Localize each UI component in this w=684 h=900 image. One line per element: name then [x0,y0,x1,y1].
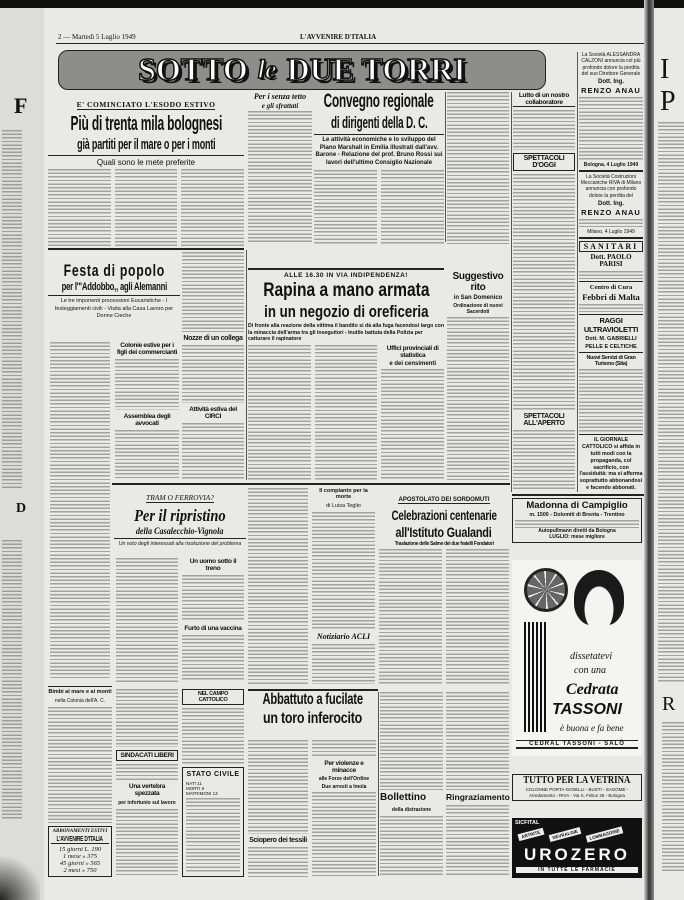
ad-sub: m. 1500 - Dolomiti di Brenta - Trentino [529,511,625,518]
box-title: STATO CIVILE [186,771,240,778]
headline: Festa di popolo [63,261,165,280]
notice-name: RENZO ANAU [581,86,641,95]
right-page-letter: P [660,86,676,117]
headline-sub: e dei censimenti [389,361,437,368]
deck: Due arresti a Imola [321,784,367,790]
headline-sub: e gli sfrattati [261,102,299,110]
headline-sub: nella Colonia dell'A. C. [54,698,106,704]
banner-word: DUE TORRI [286,51,466,88]
ad-slogan: dissetatevi [570,651,613,663]
headline: Nozze di un collega [183,335,243,342]
left-page-letter: D [16,501,27,516]
right-page-letter: I [660,54,670,85]
deck: Quali sono le mete preferite [96,157,196,167]
article-bollettino [380,692,443,877]
ad-title: RAGGI ULTRAVIOLETTI [583,316,639,334]
price-row: 1 mese » 375 [62,853,98,860]
headline: Per il ripristino [134,506,226,525]
ad-footer: IN TUTTE LE FARMACIE [516,867,638,873]
ad-maker: SICFITAL [515,820,540,826]
headline-sub: della Casalecchio-Vignola [136,525,224,536]
right-page-letter: R [662,693,676,715]
article-convegno [314,92,444,244]
stat-row: MATRIMONI 13 [186,791,218,796]
ad-text: COLONNE PORTA-GIOIELLI - BUSTI - SAGOME - Arredamento - RIVA - Via S. Felice 26 - Bologna [525,787,629,798]
ads-column [512,498,642,878]
notice-giornale: IL GIORNALE CATTOLICO si affida in tutti modi con la propaganda, col sacrificio, con l'assiduità: ma si afferma soprattutto abbonandosi e facendo abbonati. [579,437,643,492]
left-page-text [2,130,22,490]
article-festa [48,262,180,338]
article-senza-tetto [248,92,312,244]
page-date: 2 — Martedì 5 Luglio 1949 [58,33,136,41]
column-notices [579,52,643,492]
headline: Bollettino [380,792,427,803]
sindacati-header: SINDACATI LIBERI [116,750,178,761]
left-page-letter: F [14,93,28,118]
section-banner [58,50,546,90]
article-rapina [248,272,444,480]
ad-brand: Cedrata [566,681,619,699]
headline: Rapina a mano armata [262,280,430,301]
kicker: E' COMINCIATO L'ESODO ESTIVO [76,100,216,109]
sanitari-header: SANITARI [579,241,643,252]
ad-servizi: Nuovi Servizi di Gran Turismo (Sita) [586,354,636,367]
article-ringraziamento: Ringraziamento [446,792,510,802]
article-ringraziamento-col [446,692,509,877]
ad-title: Centro di Cura [589,284,633,292]
notice-name: RENZO ANAU [581,207,641,217]
scan-shadow [0,850,40,900]
article-rito [447,272,509,480]
article-violenze [312,740,376,877]
notice-calzoni-text: La Società ALESSANDRA CALZONI annuncia col più profondo dolore la perdita del suo Direttore Generale [581,52,641,77]
box-paper: L'AVVENIRE D'ITALIA [56,834,104,843]
abbonamenti-box [48,826,112,877]
notice-title: Dott. Ing. [598,79,624,85]
ad-month: LUGLIO: mese migliore [549,533,605,540]
ad-title: TUTTO PER LA VETRINA [523,774,631,786]
doctor-parisi: Dott. PAOLO PARISI [590,252,632,269]
deck: Un voto degli interessati alla risoluzione del problema [118,541,242,548]
headline: Suggestivo rito [452,271,504,293]
ad-brand: TASSONI [552,701,622,719]
article-toro [248,692,378,736]
headline-sub: di Luisa Teglio [326,503,361,509]
headline: Più di trenta mila bolognesi [70,113,222,135]
deck: Le attività economiche e lo sviluppo del Piano Marshall in Emilia illustrati dall'avv. Barone - Relazione del prof. Bruno Rossi sui lavori dell'ultimo Consiglio Nazionale [315,136,443,167]
headline: Un uomo sotto il treno [189,558,237,572]
column-spettacoli [513,92,575,490]
banner-word: le [257,55,277,85]
price-row: 45 giorni » 565 [59,860,101,867]
headline: Per i senza tetto [253,92,307,101]
headline: Bimbi al mare e ai monti [48,689,112,695]
spettacoli-oggi-header: SPETTACOLI D'OGGI [513,153,575,171]
ad-footer: CEDRAL TASSONI - SALÒ [516,740,638,749]
ad-urozero [512,818,642,878]
headline-sub: di dirigenti della D. C. [330,112,428,132]
ad-title: Febbri di Malta [582,292,640,303]
scan-top-edge [0,0,684,8]
headline: Sciopero dei tessili [249,837,307,844]
right-page-text [658,122,684,682]
deck: Le tre imponenti processioni Eucaristiche - I festeggiamenti civili - Visita alla Casa Lavoro per Donne Cieche [54,298,174,319]
deck: Ordinazione di nuovi Sacerdoti [453,303,503,315]
ad-doctor: Dott. M. GABRIELLI [585,335,637,342]
ad-tag: LOMBAGGINE [585,826,623,842]
box-title: ABBONAMENTI ESTIVI [52,829,108,834]
headline-sub: in San Domenico [453,295,503,301]
stat-row: MORTI 9 [186,786,205,791]
stat-row: NATI 11 [186,781,202,786]
stato-civile-box [182,767,244,877]
headline-sub: per infortunio sul lavoro [118,800,176,806]
kicker: ALLE 16.30 IN VIA INDIPENDENZA! [284,272,408,279]
notice-date: Milano, 4 Luglio 1949 [587,228,635,235]
ad-slogan: è buona e fa bene [560,723,624,734]
article-esodo [48,94,244,246]
headline: Assemblea degli avvocati [123,412,171,427]
woman-illustration [574,570,624,626]
ad-tassoni [512,560,642,756]
headline-sub: già partiti per il mare o per i monti [76,136,216,153]
headline: Abbattuto a fucilate [262,691,364,708]
headline-sub: in un negozio di oreficeria [263,301,429,321]
headline-sub: all'Istituto Gualandi [396,523,492,540]
headline-sub: alle Forze dell'Ordine [318,776,370,782]
headline: Notiziario ACLI [316,632,371,641]
headline-sub: un toro inferocito [263,709,363,727]
notice-riva-text: La Società Costruzioni Meccaniche RIVA di Milano annuncia con profondo dolore la perdita del [580,173,642,199]
spettacoli-aperto-header: SPETTACOLI ALL'APERTO [523,413,565,427]
ad-brand: UROZERO [524,845,630,864]
headline: Furto di una vaccina [184,625,242,632]
page-fold [644,0,654,900]
right-page-text [662,722,684,872]
headline: Attività estiva del CIRCI [189,405,237,420]
banner-word: SOTTO [138,51,248,88]
article-tram [114,487,246,553]
ad-sub: PELLE E CELTICHE [585,343,637,350]
notice-date: Bologna, 4 Luglio 1949 [583,161,639,168]
headline: Celebrazioni centenarie [391,507,497,523]
headline: Il compianto per la morte [319,488,368,500]
stripes-decoration [524,622,546,732]
ad-campiglio [512,498,642,543]
notice-title: Dott. Ing. [598,200,624,207]
price-row: 2 mesi » 750 [63,867,97,874]
deck: Traslazione delle Salme dei due fratelli Fondatori [394,541,494,548]
lemon-icon [524,568,568,612]
headline: Colonie estive per i figli dei commercianti [116,342,178,356]
headline-sub: della distrazione [391,806,432,813]
headline: Per violenze e minacce [324,760,364,774]
headline-sub: per l'"Addobbo,, agli Alemanni [61,280,167,293]
kicker: APOSTOLATO DEI SORDOMUTI [398,497,490,503]
paper-name: L'AVVENIRE D'ITALIA [300,33,377,41]
campo-cattolico-header: NEL CAMPO CATTOLICO [182,689,244,705]
headline: Convegno regionale [324,91,434,112]
ad-text: Autopullmann diretti da Bologna [538,527,616,534]
article-lutto: Lutto di un nostro collaboratore [513,92,575,107]
price-row: 15 giorni L. 190 [58,846,102,853]
deck: Di fronte alla reazione della vittima il bandito si dà alla fuga facendosi largo con la minaccia dell'arma tra gli inseguitori - Inutile battuta della Polizia per catturare il rapinatore [248,322,445,343]
headline: Una vertebra spezzata [128,783,166,797]
ad-vetrina [512,774,642,801]
left-page-text [2,540,22,820]
ad-tag: ARTRITE [518,828,544,841]
ad-tag: NEVRALGIE [548,827,581,842]
ad-slogan: con una [574,665,606,677]
kicker: TRAM O FERROVIA? [146,493,214,502]
ad-title: Madonna di Campiglio [526,500,628,511]
article-gualandi [379,488,509,684]
headline: Uffici provinciali di statistica [386,345,439,360]
